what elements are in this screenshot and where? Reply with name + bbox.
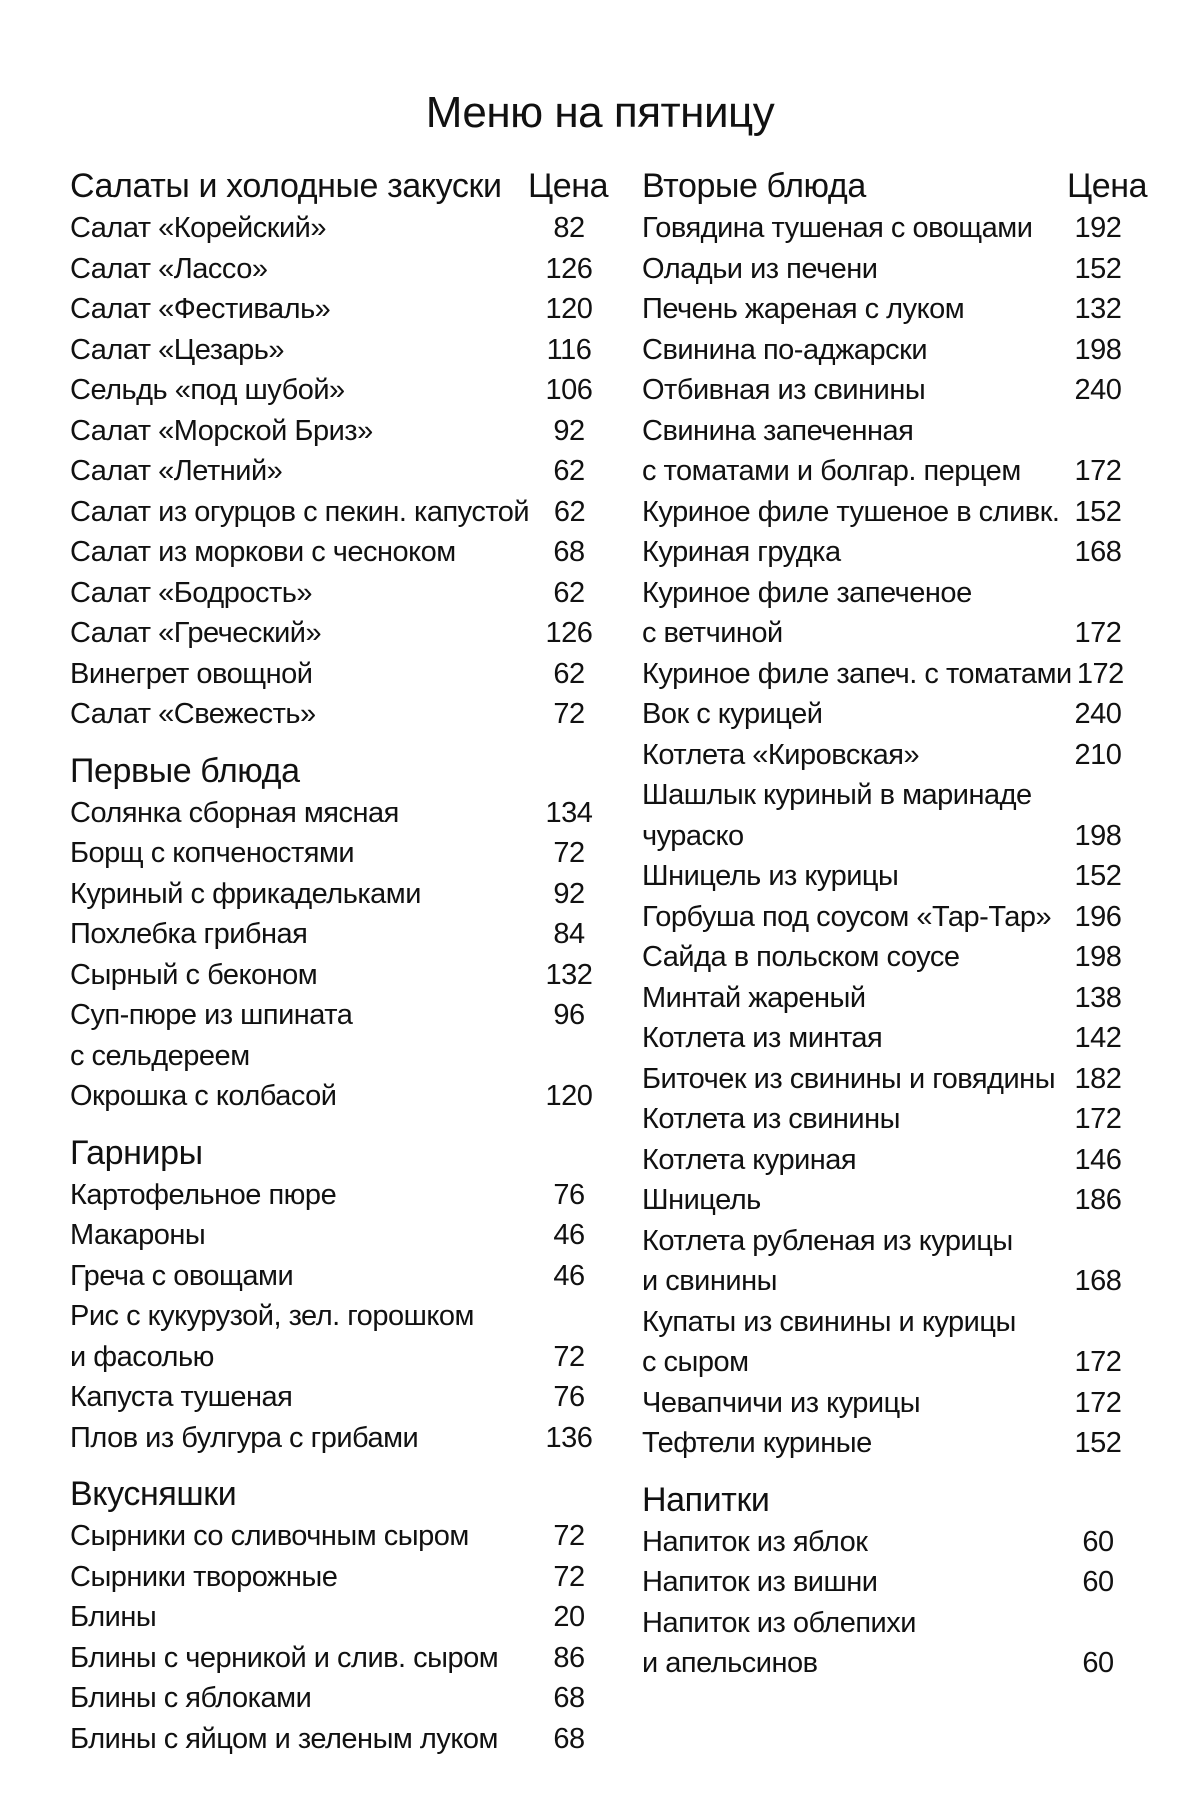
menu-item-name — [70, 492, 529, 533]
menu-item — [642, 289, 1142, 330]
menu-item-price: 72 — [553, 1520, 585, 1552]
menu-item-price: 86 — [553, 1641, 585, 1674]
menu-item-name-line: Куриное филе тушеное в сливк. — [642, 495, 1060, 528]
menu-item-name-line: Говядина тушеная с овощами — [642, 212, 1033, 244]
menu-item-name-line: Салат «Летний» — [70, 455, 283, 487]
section-title: Салаты и холодные закуски — [70, 167, 502, 205]
menu-item-price: 96 — [553, 999, 585, 1031]
menu-item-price: 60 — [1082, 1525, 1114, 1558]
menu-section — [642, 1478, 1142, 1684]
menu-item-price: 132 — [1074, 293, 1122, 325]
menu-item — [642, 573, 1142, 654]
menu-section — [70, 164, 610, 735]
menu-item-name-line: Сайда в польском соусе — [642, 941, 960, 973]
menu-item-price: 68 — [553, 536, 585, 568]
menu-item-price: 72 — [553, 837, 585, 869]
menu-item — [70, 1557, 610, 1598]
menu-item-name-line: Салат из моркови с чесноком — [70, 536, 456, 568]
menu-item-name-line: Сельдь «под шубой» — [70, 374, 345, 406]
menu-item-name-line: Котлета куриная — [642, 1143, 857, 1176]
menu-item-name-line: Борщ с копченостями — [70, 837, 355, 869]
menu-item-price: 62 — [553, 495, 586, 528]
menu-item-price: 60 — [1082, 1566, 1114, 1598]
menu-item-name-line: Салат «Лассо» — [70, 252, 268, 285]
menu-item-price: 68 — [553, 1682, 585, 1714]
menu-item-name — [642, 1140, 1067, 1181]
menu-item-name-line: Макароны — [70, 1219, 206, 1251]
menu-item-price: 198 — [1074, 941, 1122, 973]
menu-section — [70, 1472, 610, 1759]
section-header — [70, 1131, 610, 1175]
menu-item-name-line: Салат «Морской Бриз» — [70, 414, 373, 447]
menu-item-price: 138 — [1074, 981, 1122, 1014]
menu-item-name-line: с ветчиной — [642, 617, 783, 649]
menu-item-name-line: Куриная грудка — [642, 536, 841, 568]
menu-item — [642, 1059, 1142, 1100]
menu-item-price: 136 — [545, 1421, 593, 1454]
menu-item-name — [70, 1215, 528, 1256]
menu-item-name-line: Котлета рубленая из курицы — [642, 1224, 1013, 1257]
menu-item — [642, 856, 1142, 897]
menu-section — [70, 749, 610, 1117]
menu-item-name-line: с сыром — [642, 1346, 749, 1378]
section-header — [642, 1478, 1142, 1522]
menu-item-name-line: Отбивная из свинины — [642, 374, 926, 406]
menu-item-price: 106 — [545, 374, 593, 406]
section-header — [70, 164, 610, 208]
menu-item — [70, 1597, 610, 1638]
menu-item — [642, 330, 1142, 371]
menu-item-name-line: Свинина по-аджарски — [642, 333, 928, 366]
menu-item — [70, 1377, 610, 1418]
menu-item-name-line: Шашлык куриный в маринаде — [642, 779, 1032, 811]
price-column-header: Цена — [528, 167, 609, 205]
menu-item-name-line: и свинины — [642, 1265, 777, 1297]
menu-item-name-line: Минтай жареный — [642, 981, 866, 1014]
menu-item-name-line: Напиток из вишни — [642, 1566, 878, 1598]
menu-item-name-line: Напиток из облепихи — [642, 1606, 916, 1639]
menu-item-name-line: Напиток из яблок — [642, 1525, 868, 1558]
menu-item-name — [70, 1076, 528, 1117]
menu-item-name — [642, 249, 1067, 290]
menu-item-price: 46 — [553, 1259, 585, 1292]
menu-item-price: 82 — [553, 212, 585, 244]
menu-item-name — [642, 532, 1067, 573]
menu-item-name — [642, 492, 1067, 533]
menu-item — [642, 1221, 1142, 1302]
menu-item-price: 92 — [553, 414, 585, 447]
menu-item — [70, 1516, 610, 1557]
menu-item — [70, 330, 610, 371]
menu-item-price: 172 — [1074, 1346, 1122, 1378]
menu-item-price: 68 — [553, 1722, 585, 1755]
menu-item-name — [70, 451, 528, 492]
menu-item-name-line: с томатами и болгар. перцем — [642, 455, 1021, 487]
menu-item — [642, 1302, 1142, 1383]
menu-item-name — [642, 1302, 1067, 1383]
menu-item — [642, 1383, 1142, 1424]
menu-item-name — [642, 1099, 1067, 1140]
menu-item-name-line: Плов из булгура с грибами — [70, 1421, 419, 1454]
menu-item-price: 46 — [553, 1219, 585, 1251]
menu-item — [70, 492, 610, 533]
menu-item-name — [642, 208, 1067, 249]
menu-item-price: 152 — [1074, 252, 1122, 285]
menu-item-price: 192 — [1074, 212, 1122, 244]
menu-item-price: 152 — [1074, 860, 1122, 892]
menu-item-price: 62 — [553, 576, 585, 609]
menu-item-name — [642, 573, 1067, 654]
menu-item-name-line: Блины с яблоками — [70, 1682, 312, 1714]
menu-item-name-line: Салат «Греческий» — [70, 617, 322, 649]
menu-item-name-line: Салат «Свежесть» — [70, 698, 316, 730]
menu-item-price: 126 — [545, 252, 593, 285]
menu-item-name — [642, 1522, 1067, 1563]
menu-item-price: 240 — [1074, 698, 1122, 730]
menu-item-name — [70, 613, 528, 654]
menu-item — [70, 249, 610, 290]
menu-item-price: 210 — [1074, 738, 1122, 771]
menu-item — [642, 1522, 1142, 1563]
menu-item-name-line: Свинина запеченная — [642, 414, 914, 447]
menu-item — [70, 833, 610, 874]
menu-item-price: 152 — [1074, 1427, 1122, 1459]
menu-item-name-line: Горбуша под соусом «Тар-Тар» — [642, 900, 1052, 933]
menu-item-name-line: Котлета из минтая — [642, 1022, 883, 1054]
menu-item-name — [642, 1180, 1067, 1221]
menu-item-name-line: Солянка сборная мясная — [70, 796, 399, 829]
menu-item-price: 92 — [553, 877, 585, 910]
menu-item-name-line: Сырники творожные — [70, 1560, 338, 1593]
menu-item-name-line: Окрошка с колбасой — [70, 1080, 337, 1112]
menu-item-price: 72 — [553, 1340, 585, 1373]
menu-item — [70, 1296, 610, 1377]
menu-item-name-line: и фасолью — [70, 1340, 214, 1373]
menu-item-name-line: Салат «Цезарь» — [70, 333, 285, 366]
page-title: Меню на пятницу — [425, 88, 775, 137]
menu-item — [70, 874, 610, 915]
menu-item-price: 20 — [553, 1601, 585, 1633]
menu-item — [70, 654, 610, 695]
menu-item-name — [70, 1296, 528, 1377]
menu-item-name-line: Салат «Корейский» — [70, 212, 326, 244]
menu-item — [70, 1678, 610, 1719]
menu-item — [70, 532, 610, 573]
menu-item-name-line: Биточек из свинины и говядины — [642, 1062, 1056, 1095]
menu-item-name — [70, 1597, 528, 1638]
menu-item — [642, 897, 1142, 938]
menu-item-name — [70, 1557, 528, 1598]
menu-item — [642, 1603, 1142, 1684]
menu-item-name-line: Салат «Фестиваль» — [70, 293, 331, 325]
menu-item-name — [642, 775, 1067, 856]
menu-item — [70, 1638, 610, 1679]
menu-item-price: 182 — [1074, 1062, 1122, 1095]
menu-item-name-line: с сельдереем — [70, 1039, 250, 1072]
menu-section — [642, 164, 1148, 1464]
menu-item-price: 76 — [553, 1178, 585, 1211]
menu-item — [642, 1018, 1142, 1059]
menu-item-price: 116 — [546, 333, 592, 366]
menu-item — [70, 573, 610, 614]
menu-item — [642, 370, 1142, 411]
menu-item-price: 240 — [1074, 374, 1122, 406]
menu-item — [70, 613, 610, 654]
menu-item-price: 142 — [1074, 1022, 1122, 1054]
menu-item — [70, 914, 610, 955]
menu-item-name-line: Шницель из курицы — [642, 860, 899, 892]
menu-item-price: 152 — [1074, 495, 1122, 528]
menu-item — [642, 654, 1142, 695]
menu-item-name — [70, 1175, 528, 1216]
menu-item — [70, 411, 610, 452]
menu-item-name — [642, 897, 1067, 938]
menu-item-name — [70, 694, 528, 735]
menu-item — [70, 995, 610, 1076]
menu-item-name-line: Капуста тушеная — [70, 1381, 293, 1413]
menu-item-name — [642, 1562, 1067, 1603]
menu-item-name — [70, 874, 528, 915]
menu-item — [642, 1099, 1142, 1140]
menu-item-name-line: Куриное филе запеченое — [642, 576, 972, 609]
menu-section — [70, 1131, 610, 1459]
menu-item-name — [642, 330, 1067, 371]
menu-item — [642, 411, 1142, 492]
section-title: Напитки — [642, 1480, 770, 1519]
menu-item-name — [642, 735, 1067, 776]
section-header — [70, 1472, 610, 1516]
menu-item-name — [70, 955, 528, 996]
menu-item-name — [70, 793, 528, 834]
menu-item-price: 120 — [545, 1080, 593, 1112]
menu-item-price: 120 — [545, 293, 593, 325]
menu-item-name — [642, 937, 1067, 978]
menu-item — [70, 370, 610, 411]
menu-item-name — [70, 289, 528, 330]
menu-item-price: 146 — [1074, 1143, 1122, 1176]
menu-item — [70, 289, 610, 330]
menu-item-name-line: Похлебка грибная — [70, 918, 308, 950]
menu-item-name — [642, 654, 1072, 695]
section-title: Гарниры — [70, 1133, 203, 1172]
menu-item-price: 62 — [553, 657, 585, 690]
menu-item-name — [70, 573, 528, 614]
menu-item-name-line: Купаты из свинины и курицы — [642, 1305, 1016, 1338]
menu-item-name — [70, 1719, 528, 1760]
menu-item — [642, 978, 1142, 1019]
menu-item-price: 186 — [1074, 1184, 1122, 1216]
menu-item-name — [70, 532, 528, 573]
menu-item-price: 132 — [545, 958, 593, 991]
menu-item — [70, 1256, 610, 1297]
menu-item-price: 172 — [1074, 1386, 1122, 1419]
menu-item-name-line: Котлета из свинины — [642, 1103, 900, 1135]
menu-item-price: 60 — [1082, 1647, 1114, 1679]
price-column-header: Цена — [1067, 167, 1148, 205]
menu-item-price: 76 — [553, 1381, 585, 1413]
menu-item-name-line: Печень жареная с луком — [642, 293, 965, 325]
menu-item-name — [70, 1256, 528, 1297]
menu-item — [642, 492, 1142, 533]
menu-item-price: 198 — [1074, 333, 1122, 366]
menu-item — [642, 1562, 1142, 1603]
menu-item-name — [642, 411, 1067, 492]
menu-item-name — [642, 1423, 1067, 1464]
menu-item-name-line: Греча с овощами — [70, 1259, 294, 1292]
menu-item-name — [70, 995, 528, 1076]
menu-item — [642, 1180, 1142, 1221]
menu-item-name — [70, 1638, 528, 1679]
menu-item — [70, 793, 610, 834]
menu-item-name-line: Сырники со сливочным сыром — [70, 1520, 469, 1552]
menu-item-price: 198 — [1074, 819, 1122, 852]
menu-item-name-line: Котлета «Кировская» — [642, 738, 920, 771]
section-title: Вторые блюда — [642, 167, 866, 205]
menu-item-name — [70, 208, 528, 249]
menu-item-price: 196 — [1074, 900, 1122, 933]
menu-item — [70, 208, 610, 249]
menu-item-price: 168 — [1074, 1265, 1122, 1297]
menu-item-name-line: Чевапчичи из курицы — [642, 1386, 921, 1419]
menu-item-price: 168 — [1074, 536, 1122, 568]
menu-item — [70, 1719, 610, 1760]
menu-item — [70, 451, 610, 492]
menu-item — [70, 694, 610, 735]
menu-item-name-line: Блины — [70, 1601, 157, 1633]
menu-column-left — [70, 164, 610, 1773]
menu-item-price: 134 — [545, 796, 593, 829]
menu-item-name-line: Куриный с фрикадельками — [70, 877, 421, 910]
menu-item-name — [70, 833, 528, 874]
menu-item — [70, 1215, 610, 1256]
menu-item — [642, 208, 1142, 249]
menu-item — [642, 937, 1142, 978]
menu-item-name-line: Блины с черникой и слив. сыром — [70, 1641, 499, 1674]
menu-item-name-line: и апельсинов — [642, 1647, 818, 1679]
menu-item-name — [70, 1678, 528, 1719]
menu-item-price: 172 — [1076, 657, 1124, 690]
menu-item-name-line: Суп-пюре из шпината — [70, 999, 353, 1031]
menu-item-name-line: Шницель — [642, 1184, 761, 1216]
menu-column-right — [642, 164, 1148, 1698]
menu-item — [70, 1076, 610, 1117]
menu-item-price: 126 — [545, 617, 593, 649]
menu-item-name — [70, 914, 528, 955]
menu-item-name-line: Тефтели куриные — [642, 1427, 872, 1459]
menu-item-name — [642, 1059, 1067, 1100]
menu-item-name-line: Вок с курицей — [642, 698, 823, 730]
menu-item — [70, 1175, 610, 1216]
menu-item-name-line: Блины с яйцом и зеленым луком — [70, 1722, 498, 1755]
menu-item-name — [70, 1516, 528, 1557]
menu-item-name — [70, 654, 528, 695]
menu-item-price: 172 — [1074, 1103, 1122, 1135]
menu-item — [642, 532, 1142, 573]
menu-item-price: 72 — [553, 698, 585, 730]
menu-item-name — [642, 694, 1067, 735]
menu-item-name — [642, 1383, 1067, 1424]
menu-item — [642, 735, 1142, 776]
menu-item — [642, 1423, 1142, 1464]
section-title: Вкусняшки — [70, 1475, 237, 1513]
menu-item-name-line: Салат «Бодрость» — [70, 576, 312, 609]
menu-item — [70, 1418, 610, 1459]
menu-item — [642, 775, 1142, 856]
menu-item-name — [70, 411, 528, 452]
menu-item-name-line: Салат из огурцов с пекин. капустой — [70, 495, 530, 528]
menu-item-name — [642, 289, 1067, 330]
menu-item-name — [642, 1221, 1067, 1302]
menu-item-price: 72 — [553, 1560, 585, 1593]
section-header — [70, 749, 610, 793]
menu-item-name — [642, 856, 1067, 897]
menu-item-price: 62 — [553, 455, 585, 487]
section-title: Первые блюда — [70, 751, 300, 790]
menu-item-name — [70, 1377, 528, 1418]
menu-item-name — [642, 370, 1067, 411]
menu-item — [642, 1140, 1142, 1181]
menu-item-name-line: Куриное филе запеч. с томатами — [642, 657, 1072, 690]
menu-item-name — [70, 330, 528, 371]
menu-item-name-line: Картофельное пюре — [70, 1178, 337, 1211]
menu-item-name — [642, 978, 1067, 1019]
menu-item — [70, 955, 610, 996]
menu-item-name — [70, 370, 528, 411]
section-header — [642, 164, 1148, 208]
menu-item-name-line: Сырный с беконом — [70, 958, 318, 991]
menu-item-price: 84 — [553, 918, 585, 950]
menu-item — [642, 694, 1142, 735]
menu-item-price: 172 — [1074, 455, 1122, 487]
menu-item-price: 172 — [1074, 617, 1122, 649]
menu-item-name-line: Винегрет овощной — [70, 657, 313, 690]
menu-item — [642, 249, 1142, 290]
menu-item-name — [642, 1603, 1067, 1684]
menu-item-name — [70, 1418, 528, 1459]
menu-item-name-line: Рис с кукурузой, зел. горошком — [70, 1300, 474, 1332]
menu-item-name-line: чураско — [642, 819, 744, 852]
menu-item-name-line: Оладьи из печени — [642, 252, 878, 285]
menu-item-name — [70, 249, 528, 290]
menu-item-name — [642, 1018, 1067, 1059]
